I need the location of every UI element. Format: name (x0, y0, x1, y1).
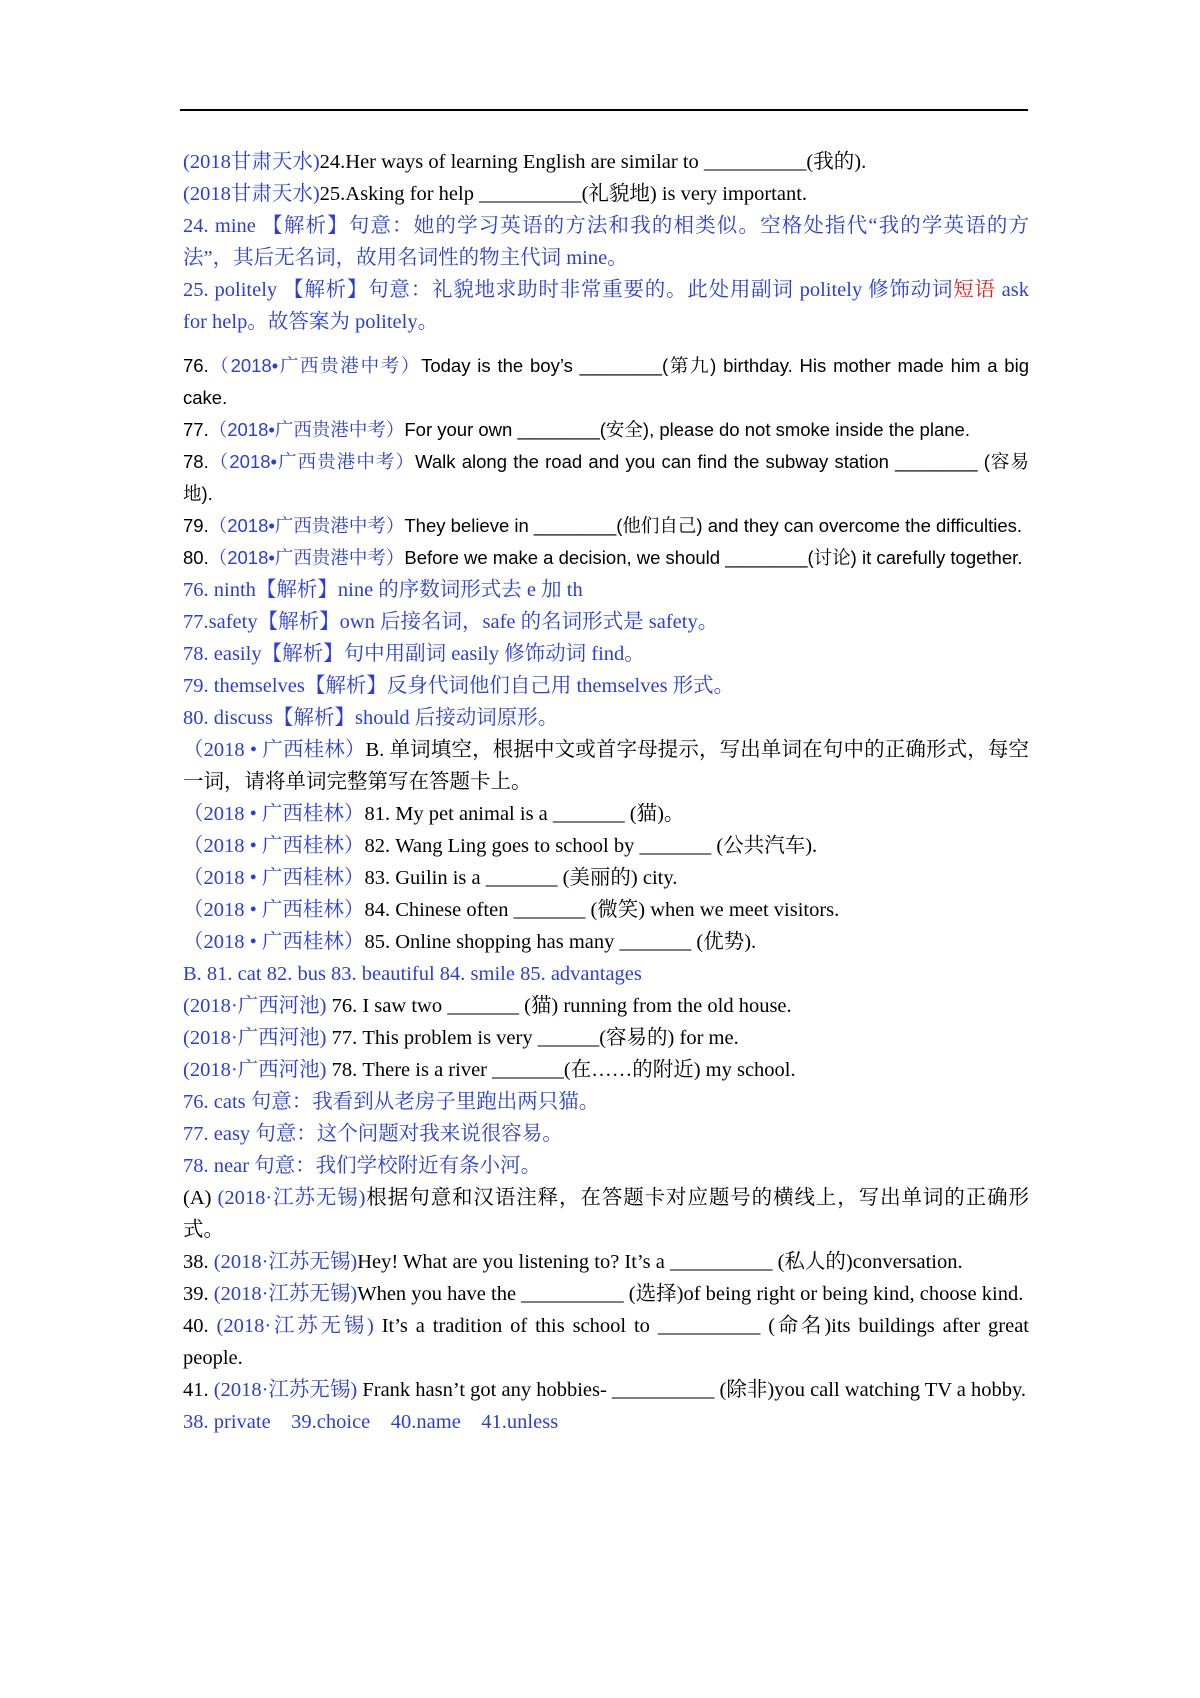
answer-24: 24. mine 【解析】句意：她的学习英语的方法和我的相类似。空格处指代“我的学英语的方法”，其后无名词，故用名词性的物主代词 mine。 (183, 215, 1029, 269)
question-text: 25.Asking for help __________(礼貌地) is very important. (319, 183, 808, 205)
document-body (183, 146, 1029, 1438)
answer-76-guigang: 76. ninth【解析】nine 的序数词形式去 e 加 th (183, 579, 583, 601)
source-tag: （2018•广西贵港中考） (208, 515, 405, 536)
question-78-hechi (183, 1054, 1029, 1086)
source-tag: （2018 • 广西桂林） (183, 803, 365, 825)
question-number: 39. (183, 1283, 214, 1305)
question-text: Walk along the road and you can find the subway station ________ (容易地). (183, 451, 1029, 504)
question-83-guilin (183, 862, 1029, 894)
source-tag: （2018•广西贵港中考） (208, 419, 405, 440)
question-text: 85. Online shopping has many _______ (优势). (364, 931, 757, 953)
source-tag: (2018甘肃天水) (183, 151, 320, 173)
answer-78-guigang: 78. easily【解析】句中用副词 easily 修饰动词 find。 (183, 643, 645, 665)
answer-text: ask for help。故答案为 politely。 (183, 279, 1029, 333)
question-number: 40. (183, 1315, 217, 1337)
question-text: When you have the __________ (选择)of being right or being kind, choose kind. (357, 1283, 1024, 1305)
question-82-guilin (183, 830, 1029, 862)
source-tag: (2018·广西河池) (183, 1059, 327, 1081)
instruction-text: B. 单词填空，根据中文或首字母提示，写出单词在句中的正确形式，每空一词，请将单词完整第写在答题卡上。 (183, 739, 1029, 793)
section-b-instructions (183, 734, 1029, 798)
question-text: 76. I saw two _______ (猫) running from the old house. (326, 995, 792, 1017)
question-number: 78. (183, 451, 209, 472)
question-number: 76. (183, 355, 209, 376)
instruction-text: 根据句意和汉语注释，在答题卡对应题号的横线上，写出单词的正确形式。 (183, 1187, 1029, 1241)
question-84-guilin (183, 894, 1029, 926)
question-text: 77. This problem is very ______(容易的) for me. (326, 1027, 739, 1049)
source-tag: （2018•广西贵港中考） (208, 547, 405, 568)
source-tag: （2018 • 广西桂林） (183, 835, 365, 857)
answer-79-guigang: 79. themselves【解析】反身代词他们自己用 themselves 形式。 (183, 675, 735, 697)
header-rule (180, 109, 1028, 111)
source-tag: (2018·江苏无锡) (216, 1315, 374, 1337)
answer-25 (183, 274, 1029, 338)
answer-text: 25. politely 【解析】句意：礼貌地求助时非常重要的。此处用副词 politely 修饰动词 (183, 279, 954, 301)
question-text: It’s a tradition of this school to __________ (命名)its buildings after great people. (183, 1315, 1029, 1369)
highlight-text: 短语 (953, 279, 996, 301)
question-number: 77. (183, 419, 209, 440)
section-a-instructions (183, 1182, 1029, 1246)
question-25 (183, 178, 1029, 210)
answer-76-hechi: 76. cats 句意：我看到从老房子里跑出两只猫。 (183, 1091, 600, 1113)
answer-80-guigang: 80. discuss【解析】should 后接动词原形。 (183, 707, 559, 729)
question-text: Today is the boy’s ________(第九) birthday. His mother made him a big cake. (183, 355, 1029, 408)
source-tag: (2018·江苏无锡) (213, 1251, 358, 1273)
question-text: 82. Wang Ling goes to school by _______ (公共汽车). (364, 835, 818, 857)
question-text: 24.Her ways of learning English are similar to __________(我的). (319, 151, 867, 173)
question-text: Frank hasn’t got any hobbies- __________ (除非)you call watching TV a hobby. (357, 1379, 1027, 1401)
answers-wuxi: 38. private 39.choice 40.name 41.unless (183, 1411, 559, 1433)
question-number: 79. (183, 515, 209, 536)
question-number: 38. (183, 1251, 214, 1273)
question-41-wuxi (183, 1374, 1029, 1406)
question-number: 80. (183, 547, 209, 568)
question-77-guigang (183, 414, 1029, 446)
source-tag: (2018·广西河池) (183, 1027, 327, 1049)
question-number: 41. (183, 1379, 214, 1401)
question-76-hechi (183, 990, 1029, 1022)
question-77-hechi (183, 1022, 1029, 1054)
question-80-guigang (183, 542, 1029, 574)
source-tag: (2018·江苏无锡) (213, 1283, 358, 1305)
question-text: 83. Guilin is a _______ (美丽的) city. (364, 867, 678, 889)
source-tag: （2018 • 广西桂林） (183, 931, 365, 953)
source-tag: (2018·广西河池) (183, 995, 327, 1017)
section-label: (A) (183, 1187, 218, 1209)
question-text: Hey! What are you listening to? It’s a __________ (私人的)conversation. (357, 1251, 963, 1273)
question-76-guigang (183, 350, 1029, 414)
question-81-guilin (183, 798, 1029, 830)
answer-77-hechi: 77. easy 句意：这个问题对我来说很容易。 (183, 1123, 563, 1145)
answer-77-guigang: 77.safety【解析】own 后接名词，safe 的名词形式是 safety。 (183, 611, 719, 633)
source-tag: (2018·江苏无锡) (217, 1187, 366, 1209)
question-39-wuxi (183, 1278, 1029, 1310)
question-text: 78. There is a river _______(在……的附近) my school. (326, 1059, 796, 1081)
spacer (183, 338, 1029, 350)
question-text: They believe in ________(他们自己) and they can overcome the difficulties. (404, 515, 1023, 536)
source-tag: （2018 • 广西桂林） (183, 739, 366, 761)
source-tag: （2018•广西贵港中考） (208, 451, 416, 472)
source-tag: （2018•广西贵港中考） (208, 355, 422, 376)
source-tag: (2018甘肃天水) (183, 183, 320, 205)
question-85-guilin (183, 926, 1029, 958)
question-text: For your own ________(安全), please do not smoke inside the plane. (404, 419, 970, 440)
question-79-guigang (183, 510, 1029, 542)
question-40-wuxi (183, 1310, 1029, 1374)
source-tag: (2018·江苏无锡) (213, 1379, 358, 1401)
answers-guilin: B. 81. cat 82. bus 83. beautiful 84. smile 85. advantages (183, 963, 642, 985)
answer-78-hechi: 78. near 句意：我们学校附近有条小河。 (183, 1155, 542, 1177)
question-38-wuxi (183, 1246, 1029, 1278)
question-text: 84. Chinese often _______ (微笑) when we meet visitors. (364, 899, 840, 921)
question-text: Before we make a decision, we should ________(讨论) it carefully together. (404, 547, 1023, 568)
source-tag: （2018 • 广西桂林） (183, 899, 365, 921)
question-78-guigang (183, 446, 1029, 510)
question-text: 81. My pet animal is a _______ (猫)。 (364, 803, 685, 825)
source-tag: （2018 • 广西桂林） (183, 867, 365, 889)
question-24 (183, 146, 1029, 178)
